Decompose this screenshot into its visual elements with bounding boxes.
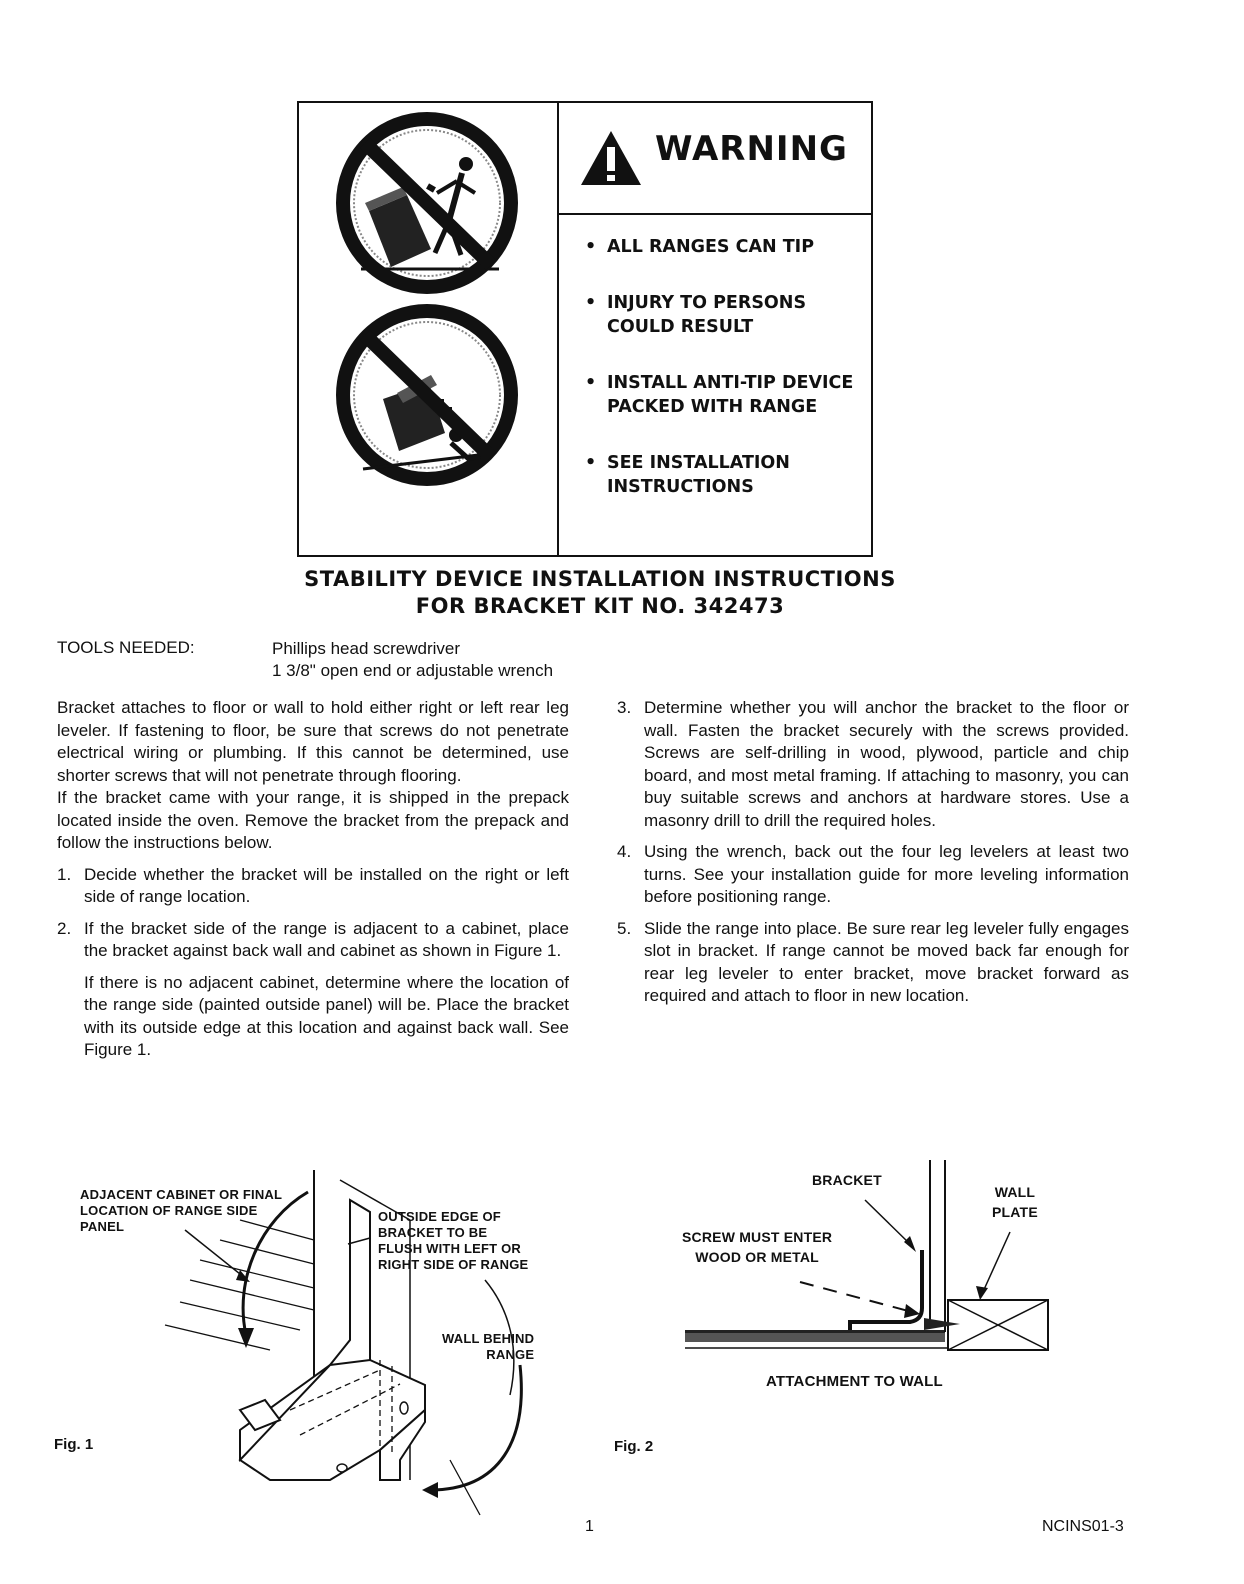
page-number: 1 <box>585 1518 594 1535</box>
document-title-line-2: FOR BRACKET KIT NO. 342473 <box>415 594 785 618</box>
step-text: If the bracket side of the range is adjacent to a cabinet, place the bracket against back wall and cabinet as shown in Figure 1. <box>84 918 569 960</box>
callout-line: PANEL <box>80 1219 125 1234</box>
tool-item: 1 3/8" open end or adjustable wrench <box>272 661 554 680</box>
step-1 <box>57 864 569 909</box>
warning-triangle-icon <box>579 129 643 187</box>
fig1-callout-wall <box>442 1331 534 1363</box>
prohibition-circle-bottom <box>343 311 511 479</box>
fig2-callout-bracket: BRACKET <box>812 1172 882 1188</box>
step-5 <box>617 918 1129 1008</box>
warning-title: WARNING <box>655 129 848 169</box>
tools-label: TOOLS NEEDED: <box>57 638 195 657</box>
callout-line: PLATE <box>992 1204 1038 1220</box>
callout-line: SCREW MUST ENTER <box>682 1229 833 1245</box>
fig2-callout-screw <box>682 1227 832 1267</box>
step-number: 5. <box>617 918 632 938</box>
step-2 <box>57 918 569 963</box>
callout-line: FLUSH WITH LEFT OR <box>378 1241 521 1256</box>
prohibition-circle-top <box>343 119 511 287</box>
callout-line: RIGHT SIDE OF RANGE <box>378 1257 529 1272</box>
warning-item: • ALL RANGES CAN TIP <box>579 235 864 259</box>
tool-item: Phillips head screwdriver <box>272 639 461 658</box>
fig2-callout-wall-plate <box>992 1182 1038 1222</box>
callout-line: WALL <box>994 1184 1036 1200</box>
warning-item: • SEE INSTALLATION INSTRUCTIONS <box>579 451 864 499</box>
step-number: 3. <box>617 698 632 717</box>
callout-line: WALL BEHIND <box>442 1331 535 1346</box>
callout-line: ADJACENT CABINET OR FINAL <box>80 1187 283 1202</box>
step-4 <box>617 841 1129 909</box>
step-text: Slide the range into place. Be sure rear leg leveler fully engages slot in bracket. If range cannot be moved back far enough for rear leg leveler to enter bracket, move bracket forward as required and attach to floor in new location. <box>644 918 1129 1005</box>
instructions-right-column <box>617 697 1129 1008</box>
step-text: Decide whether the bracket will be installed on the right or left side of range location. <box>84 864 569 906</box>
instructions-left-column <box>57 697 569 1062</box>
warning-item: • INJURY TO PERSONS COULD RESULT <box>579 291 864 339</box>
warning-list <box>579 235 864 531</box>
callout-line: LOCATION OF RANGE SIDE <box>80 1203 258 1218</box>
warning-item: • INSTALL ANTI-TIP DEVICE PACKED WITH RANGE <box>579 371 864 419</box>
callout-line: RANGE <box>486 1347 535 1362</box>
step-number: 1. <box>57 864 72 884</box>
step-3 <box>617 697 1129 832</box>
callout-line: WOOD OR METAL <box>695 1249 819 1265</box>
warning-header <box>559 103 871 215</box>
figure-2-label: Fig. 2 <box>614 1438 654 1455</box>
callout-line: OUTSIDE EDGE OF <box>378 1209 501 1224</box>
step-number: 2. <box>57 918 72 938</box>
step-2-note: If there is no adjacent cabinet, determine where the location of the range side (painted outside panel) will be. Place the bracket with its outside edge at this location and against back wall. See Figure 1. <box>84 972 569 1059</box>
step-text: Using the wrench, back out the four leg levelers at least two turns. See your installation guide for more leveling information before positioning range. <box>644 842 1129 906</box>
fig1-callout-cabinet <box>80 1187 282 1235</box>
figure-1-label: Fig. 1 <box>54 1436 94 1453</box>
document-code: NCINS01-3 <box>1042 1518 1124 1535</box>
warning-pictograms <box>299 103 559 555</box>
tip-over-illustration <box>299 103 555 553</box>
callout-line: BRACKET TO BE <box>378 1225 488 1240</box>
intro-paragraph: If the bracket came with your range, it is shipped in the prepack located inside the oven. Remove the bracket from the prepack and follow the instructions below. <box>57 788 569 852</box>
intro-paragraph: Bracket attaches to floor or wall to hold either right or left rear leg leveler. If fastening to floor, be sure that screws do not penetrate electrical wiring or plumbing. If this cannot be determined, use shorter screws that will not penetrate through flooring. <box>57 698 569 785</box>
document-title-line-1: STABILITY DEVICE INSTALLATION INSTRUCTIONS <box>304 567 896 591</box>
step-number: 4. <box>617 842 632 861</box>
fig1-callout-outside-edge <box>378 1209 528 1273</box>
warning-box <box>297 101 873 557</box>
fig2-caption: ATTACHMENT TO WALL <box>766 1373 943 1390</box>
tools-list <box>272 638 553 682</box>
step-text: Determine whether you will anchor the bracket to the floor or wall. Fasten the bracket securely with the screws provided. Screws are self-drilling in wood, plywood, particle and chip board, and most metal framing. If attaching to masonry, you can buy suitable screws and anchors at hardware stores. Use a masonry drill to drill the required holes. <box>644 698 1129 830</box>
